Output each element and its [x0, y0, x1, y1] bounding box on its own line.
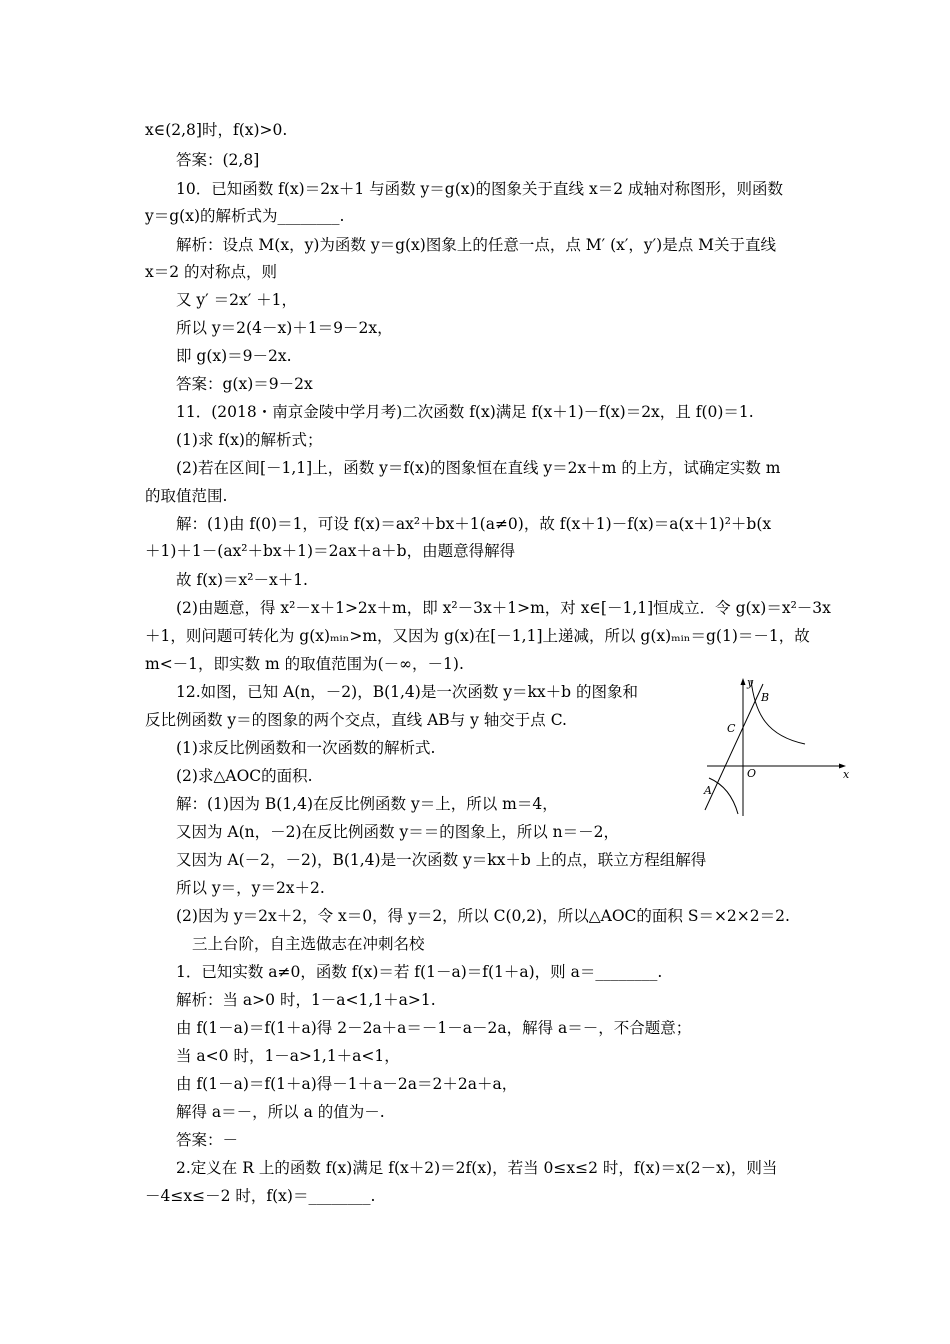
text-line: －4≤x≤－2 时，f(x)＝________.: [145, 1187, 376, 1205]
answer-line: 答案：(2,8]: [176, 151, 260, 169]
text-line: y＝g(x)的解析式为________.: [145, 207, 345, 225]
section-heading: 三上台阶，自主选做志在冲刺名校: [192, 935, 425, 953]
solution-line: 解：(1)因为 B(1,4)在反比例函数 y＝上，所以 m＝4，: [176, 795, 558, 813]
text-line: (1)求 f(x)的解析式；: [176, 431, 323, 449]
text-line: m<－1，即实数 m 的取值范围为(－∞，－1).: [145, 655, 464, 673]
text-line: 当 a<0 时，1－a>1,1＋a<1，: [176, 1047, 400, 1065]
question-1: 1．已知实数 a≠0，函数 f(x)＝若 f(1－a)＝f(1＋a)，则 a＝________.: [176, 963, 663, 981]
hyperbola-branch-upper: [751, 680, 805, 744]
text-line: (2)求△AOC的面积.: [176, 767, 313, 785]
y-axis-arrow-icon: [741, 678, 746, 685]
line-ab: [705, 684, 763, 810]
text-line: ＋1，则问题可转化为 g(x)ₘᵢₙ>m，又因为 g(x)在[－1,1]上递减，所以 g(x)ₘᵢₙ＝g(1)＝－1，故: [145, 627, 810, 645]
text-line: 反比例函数 y＝的图象的两个交点，直线 AB与 y 轴交于点 C.: [145, 711, 567, 729]
text-line: 解得 a＝－，所以 a 的值为－.: [176, 1103, 385, 1121]
origin-label: O: [747, 767, 757, 780]
answer-line: 答案：－: [176, 1131, 239, 1149]
text-line: x∈(2,8]时，f(x)>0.: [145, 121, 288, 139]
point-c-label: C: [727, 722, 736, 735]
point-b-label: B: [761, 691, 770, 704]
question-2: 2.定义在 R 上的函数 f(x)满足 f(x＋2)＝2f(x)，若当 0≤x≤2 时，f(x)＝x(2－x)，则当: [176, 1159, 778, 1177]
text-line: 的取值范围.: [145, 487, 228, 505]
text-line: 又 y′ ＝2x′ ＋1，: [176, 291, 298, 309]
text-line: ＋1)＋1－(ax²＋bx＋1)＝2ax＋a＋b，由题意得解得: [145, 542, 516, 560]
question-11: 11．(2018・南京金陵中学月考)二次函数 f(x)满足 f(x＋1)－f(x)＝2x，且 f(0)＝1.: [176, 403, 754, 421]
question-10: 10．已知函数 f(x)＝2x＋1 与函数 y＝g(x)的图象关于直线 x＝2 成轴对称图形，则函数: [176, 180, 784, 198]
solution-line: 解析：当 a>0 时，1－a<1,1＋a>1.: [176, 991, 436, 1009]
graph-svg: [705, 674, 850, 820]
text-line: x＝2 的对称点，则: [145, 263, 278, 281]
text-line: 所以 y＝，y＝2x＋2.: [176, 879, 325, 897]
text-line: (1)求反比例函数和一次函数的解析式.: [176, 739, 436, 757]
answer-line: 答案：g(x)＝9－2x: [176, 375, 313, 393]
hyperbola-branch-lower: [709, 778, 738, 814]
text-line: (2)若在区间[－1,1]上，函数 y＝f(x)的图象恒在直线 y＝2x＋m 的上方，试确定实数 m: [176, 459, 781, 477]
text-line: 所以 y＝2(4－x)＋1＝9－2x，: [176, 319, 393, 337]
y-axis-label: y: [747, 676, 754, 689]
solution-line: 解析：设点 M(x，y)为函数 y＝g(x)图象上的任意一点，点 M′ (x′，y′)是点 M关于直线: [176, 236, 777, 254]
text-line: 又因为 A(n，－2)在反比例函数 y＝＝的图象上，所以 n＝－2，: [176, 823, 620, 841]
text-line: 即 g(x)＝9－2x.: [176, 347, 292, 365]
solution-line: 解：(1)由 f(0)＝1，可设 f(x)＝ax²＋bx＋1(a≠0)，故 f(x＋1)－f(x)＝a(x＋1)²＋b(x: [176, 515, 772, 533]
function-graph-figure: [705, 674, 850, 820]
text-line: 由 f(1－a)＝f(1＋a)得－1＋a－2a＝2＋2a＋a，: [176, 1075, 518, 1093]
x-axis-label: x: [843, 768, 850, 781]
text-line: (2)因为 y＝2x＋2，令 x＝0，得 y＝2，所以 C(0,2)，所以△AOC的面积 S＝×2×2＝2.: [176, 907, 790, 925]
text-line: 故 f(x)＝x²－x＋1.: [176, 571, 308, 589]
text-line: (2)由题意，得 x²－x＋1>2x＋m，即 x²－3x＋1>m，对 x∈[－1,1]恒成立．令 g(x)＝x²－3x: [176, 599, 831, 617]
text-line: 由 f(1－a)＝f(1＋a)得 2－2a＋a＝－1－a－2a，解得 a＝－，不合题意；: [176, 1019, 692, 1037]
text-line: 又因为 A(－2，－2)，B(1,4)是一次函数 y＝kx＋b 上的点，联立方程组解得: [176, 851, 707, 869]
point-a-label: A: [704, 784, 712, 797]
question-12: 12.如图，已知 A(n，－2)，B(1,4)是一次函数 y＝kx＋b 的图象和: [176, 683, 639, 701]
